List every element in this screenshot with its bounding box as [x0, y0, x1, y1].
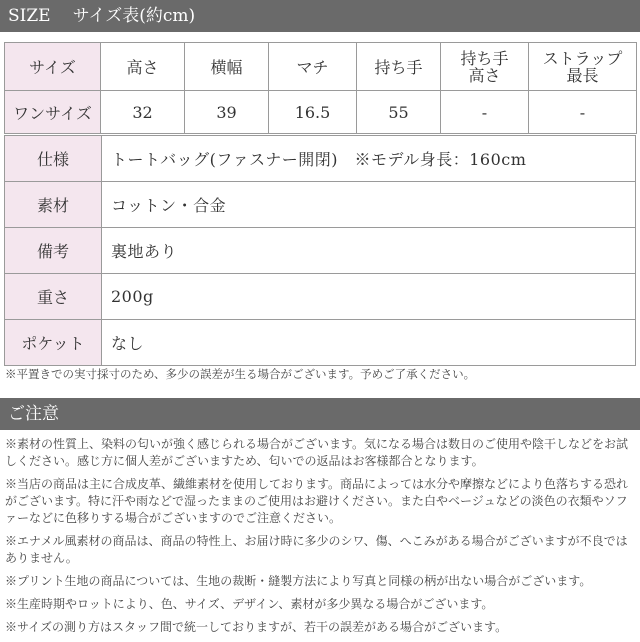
spec-row — [5, 182, 636, 228]
notice-list — [5, 436, 635, 642]
notice-item: ※生産時期やロットにより、色、サイズ、デザイン、素材が多少異なる場合がございます。 — [5, 597, 494, 611]
spec-table — [4, 135, 636, 366]
size-table-header-row — [5, 43, 637, 91]
size-header-subtitle: サイズ表(約cm) — [72, 6, 196, 26]
spec-label: 仕様 — [5, 136, 102, 182]
spec-value: なし — [102, 320, 636, 366]
spec-row — [5, 320, 636, 366]
notice-item: ※当店の商品は主に合成皮革、繊維素材を使用しております。商品によっては水分や摩擦などにより色落ちする恐れがございます。特に汗や雨などで湿ったままのご使用はお避けください。また白やベージュなどの淡色の衣類やソファーなどに色移りする場合がございますのでご注意ください。 — [5, 477, 629, 525]
size-section-header — [0, 0, 640, 32]
size-table-header: マチ — [269, 43, 357, 91]
size-table-header: ストラップ 最長 — [529, 43, 637, 91]
notice-item: ※エナメル風素材の商品は、商品の特性上、お届け時に多少のシワ、傷、へこみがある場合がございますが不良ではありません。 — [5, 534, 628, 565]
spec-label: ポケット — [5, 320, 102, 366]
notice-item: ※素材の性質上、染料の匂いが強く感じられる場合がございます。気になる場合は数日のご使用や陰干しなどをお試しください。感じ方に個人差がございますため、匂いでの返品はお客様都合となります。 — [5, 437, 629, 468]
size-table-header: 横幅 — [185, 43, 269, 91]
notice-item: ※サイズの測り方はスタッフ間で統一しておりますが、若干の誤差がある場合がございます。 — [5, 620, 508, 634]
size-table-cell: ワンサイズ — [5, 91, 101, 134]
spec-label: 重さ — [5, 274, 102, 320]
spec-label: 素材 — [5, 182, 102, 228]
size-table-header: サイズ — [5, 43, 101, 91]
spec-value: 200g — [102, 274, 636, 320]
size-header-title: SIZE — [8, 6, 51, 26]
notice-item: ※プリント生地の商品については、生地の裁断・縫製方法により写真と同様の柄が出ない場合がございます。 — [5, 574, 592, 588]
size-table-cell: 55 — [357, 91, 441, 134]
notice-section-header — [0, 398, 640, 430]
spec-row — [5, 136, 636, 182]
measurement-note: ※平置きでの実寸採寸のため、多少の誤差が生る場合がございます。予めご了承ください。 — [5, 367, 476, 381]
spec-value: トートバッグ(ファスナー開閉) ※モデル身長：160cm — [102, 136, 636, 182]
size-table-cell: 16.5 — [269, 91, 357, 134]
size-table — [4, 42, 637, 134]
size-table-cell: - — [529, 91, 637, 134]
spec-label: 備考 — [5, 228, 102, 274]
size-table-cell: 32 — [101, 91, 185, 134]
size-table-header: 高さ — [101, 43, 185, 91]
spec-row — [5, 228, 636, 274]
size-table-header: 持ち手 — [357, 43, 441, 91]
spec-value: 裏地あり — [102, 228, 636, 274]
spec-value: コットン・合金 — [102, 182, 636, 228]
size-table-header: 持ち手 高さ — [441, 43, 529, 91]
size-table-cell: - — [441, 91, 529, 134]
size-table-row — [5, 91, 637, 134]
size-table-cell: 39 — [185, 91, 269, 134]
notice-header-title: ご注意 — [8, 404, 59, 424]
spec-row — [5, 274, 636, 320]
